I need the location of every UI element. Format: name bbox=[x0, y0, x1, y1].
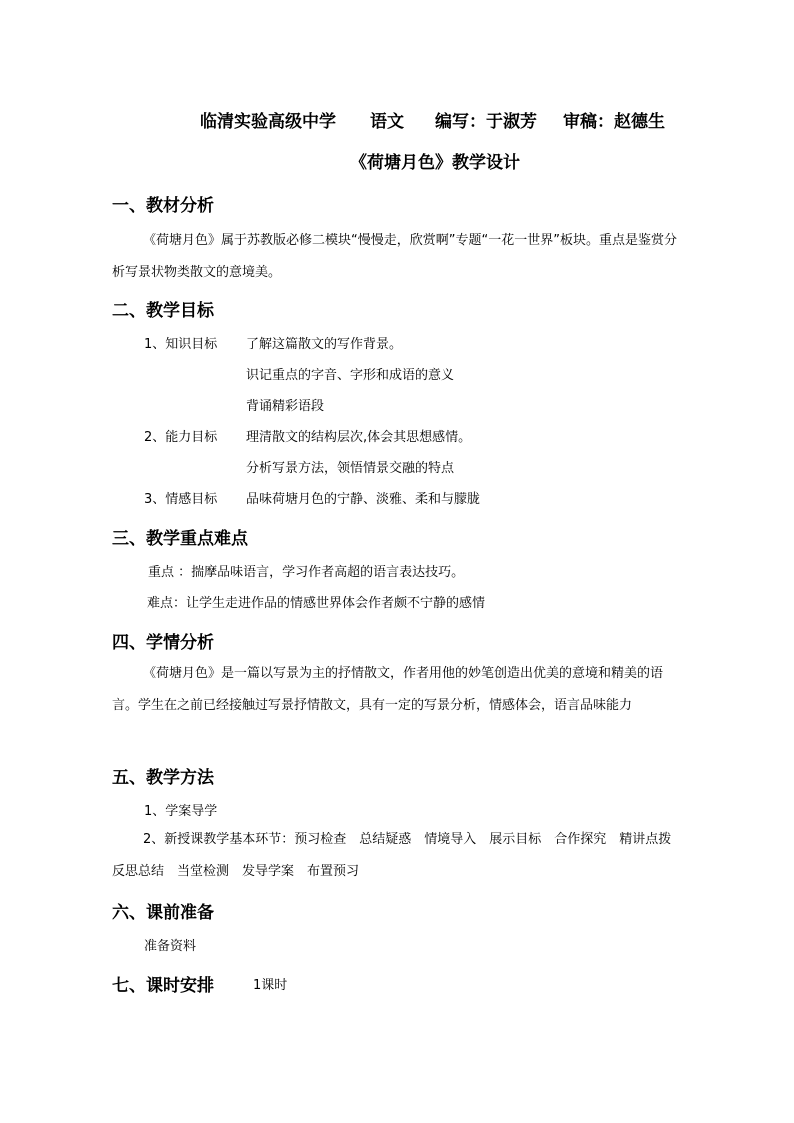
header-school: 临清实验高级中学 bbox=[200, 112, 336, 132]
document-title: 《荷塘月色》教学设计 bbox=[350, 153, 520, 173]
header-reviewer: 审稿：赵德生 bbox=[563, 112, 665, 132]
difficult-point-text: 难点：让学生走进作品的情感世界体会作者颇不宁静的感情 bbox=[147, 596, 486, 611]
section-heading-key-points: 三、教学重点难点 bbox=[112, 529, 248, 549]
goal-ability-line-1: 理清散文的结构层次,体会其思想感情。 bbox=[246, 430, 472, 445]
goal-knowledge-line-3: 背诵精彩语段 bbox=[246, 399, 325, 414]
section-heading-schedule: 七、课时安排 bbox=[112, 976, 214, 996]
method-item-2: 2、新授课教学基本环节：预习检查 总结疑惑 情境导入 展示目标 合作探究 精讲点拨 反思总结 当堂检测 发导学案 布置预习 bbox=[112, 832, 685, 879]
goal-knowledge-line-2: 识记重点的字音、字形和成语的意义 bbox=[246, 368, 455, 383]
section-heading-methods: 五、教学方法 bbox=[112, 768, 214, 788]
section-heading-preparation: 六、课前准备 bbox=[112, 903, 214, 923]
goal-ability-line-2: 分析写景方法，领悟情景交融的特点 bbox=[246, 461, 455, 476]
goal-emotion-line-1: 品味荷塘月色的宁静、淡雅、柔和与朦胧 bbox=[246, 492, 481, 507]
materials-paragraph: 《荷塘月色》属于苏教版必修二模块“慢慢走，欣赏啊”专题“一花一世界”板块。重点是鉴赏分析写景状物类散文的意境美。 bbox=[112, 233, 677, 280]
goal-label-knowledge: 1、知识目标 bbox=[144, 337, 218, 352]
goal-knowledge-line-1: 了解这篇散文的写作背景。 bbox=[246, 337, 403, 352]
section-heading-learner-analysis: 四、学情分析 bbox=[112, 633, 214, 653]
section-heading-goals: 二、教学目标 bbox=[112, 301, 214, 321]
header-subject: 语文 bbox=[370, 112, 404, 132]
goal-label-emotion: 3、情感目标 bbox=[144, 492, 218, 507]
learner-analysis-paragraph: 《荷塘月色》是一篇以写景为主的抒情散文，作者用他的妙笔创造出优美的意境和精美的语言。学生在之前已经接触过写景抒情散文，具有一定的写景分析，情感体会，语言品味能力 bbox=[112, 666, 664, 713]
section-heading-materials: 一、教材分析 bbox=[112, 196, 214, 216]
key-point-text: 重点 ：揣摩品味语言，学习作者高超的语言表达技巧。 bbox=[148, 565, 465, 580]
header-writer: 编写：于淑芳 bbox=[435, 112, 537, 132]
document-header bbox=[200, 107, 680, 132]
method-item-1: 1、学案导学 bbox=[144, 804, 218, 819]
schedule-text: 1课时 bbox=[253, 978, 288, 993]
preparation-text: 准备资料 bbox=[144, 939, 197, 954]
goal-label-ability: 2、能力目标 bbox=[144, 430, 218, 445]
